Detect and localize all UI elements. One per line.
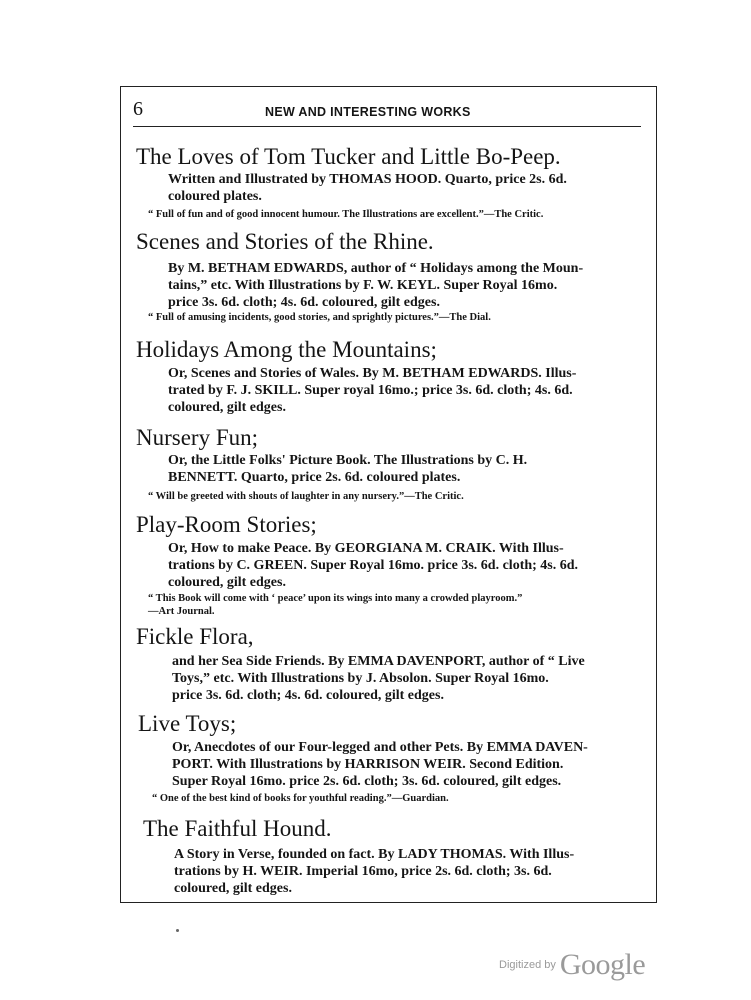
entry-description: [168, 260, 640, 311]
quote-line: —Art Journal.: [148, 606, 215, 617]
description-line: Or, the Little Folks' Picture Book. The Illustrations by C. H.: [168, 453, 528, 468]
watermark-prefix: Digitized by: [499, 959, 556, 971]
quote-line: “ This Book will come with ‘ peace’ upon its wings into many a crowded playroom.”: [148, 593, 523, 604]
entry-description: [168, 452, 640, 486]
entry-title: Nursery Fun;: [136, 425, 259, 450]
entry-description: [168, 365, 640, 416]
digitized-watermark: [499, 948, 645, 982]
entry-description: [172, 653, 640, 704]
review-quote: [148, 208, 543, 221]
page-header: [133, 98, 643, 124]
review-quote: [148, 490, 464, 503]
google-logo: Google: [559, 948, 646, 981]
entry-title: The Faithful Hound.: [143, 816, 332, 841]
description-line: BENNETT. Quarto, price 2s. 6d. coloured plates.: [168, 470, 461, 485]
entry-description: [168, 540, 640, 591]
description-line: Or, Anecdotes of our Four-legged and other Pets. By EMMA DAVEN-: [172, 740, 588, 755]
description-line: coloured, gilt edges.: [168, 400, 286, 415]
entry-description: [174, 846, 642, 897]
description-line: By M. BETHAM EDWARDS, author of “ Holidays among the Moun-: [168, 261, 584, 276]
entry-title: Live Toys;: [138, 711, 237, 736]
description-line: trated by F. J. SKILL. Super royal 16mo.; price 3s. 6d. cloth; 4s. 6d.: [168, 383, 573, 398]
description-line: tains,” etc. With Illustrations by F. W. KEYL. Super Royal 16mo.: [168, 278, 558, 293]
quote-line: “ One of the best kind of books for youthful reading.”—Guardian.: [152, 793, 449, 804]
review-quote: [152, 792, 449, 805]
description-line: A Story in Verse, founded on fact. By LADY THOMAS. With Illus-: [174, 847, 575, 862]
entry-description: [172, 739, 642, 790]
description-line: price 3s. 6d. cloth; 4s. 6d. coloured, gilt edges.: [172, 688, 444, 703]
description-line: Super Royal 16mo. price 2s. 6d. cloth; 3s. 6d. coloured, gilt edges.: [172, 774, 562, 789]
review-quote: [148, 311, 491, 324]
description-line: coloured plates.: [168, 189, 262, 204]
entry-title: Scenes and Stories of the Rhine.: [136, 229, 434, 254]
quote-line: “ Will be greeted with shouts of laughter in any nursery.”—The Critic.: [148, 491, 464, 502]
description-line: trations by C. GREEN. Super Royal 16mo. price 3s. 6d. cloth; 4s. 6d.: [168, 558, 579, 573]
description-line: Or, Scenes and Stories of Wales. By M. BETHAM EDWARDS. Illus-: [168, 366, 577, 381]
running-head: NEW AND INTERESTING WORKS: [265, 105, 471, 119]
quote-line: “ Full of amusing incidents, good stories, and sprightly pictures.”—The Dial.: [148, 312, 491, 323]
description-line: Or, How to make Peace. By GEORGIANA M. CRAIK. With Illus-: [168, 541, 564, 556]
entry-title: The Loves of Tom Tucker and Little Bo-Peep.: [136, 144, 561, 169]
quote-line: “ Full of fun and of good innocent humour. The Illustrations are excellent.”—The Critic.: [148, 209, 544, 220]
description-line: Toys,” etc. With Illustrations by J. Absolon. Super Royal 16mo.: [172, 671, 549, 686]
description-line: coloured, gilt edges.: [168, 575, 286, 590]
entry-title: Holidays Among the Mountains;: [136, 337, 437, 362]
entry-title: Play-Room Stories;: [136, 512, 317, 537]
entry-description: [168, 171, 640, 205]
description-line: and her Sea Side Friends. By EMMA DAVENPORT, author of “ Live: [172, 654, 585, 669]
description-line: trations by H. WEIR. Imperial 16mo, price 2s. 6d. cloth; 3s. 6d.: [174, 864, 552, 879]
review-quote: [148, 592, 522, 618]
description-line: Written and Illustrated by THOMAS HOOD. Quarto, price 2s. 6d.: [168, 172, 567, 187]
page-number: 6: [133, 98, 143, 120]
description-line: price 3s. 6d. cloth; 4s. 6d. coloured, gilt edges.: [168, 295, 440, 310]
description-line: coloured, gilt edges.: [174, 881, 292, 896]
header-rule: [133, 126, 641, 127]
entry-title: Fickle Flora,: [136, 624, 254, 649]
ink-speck: [176, 929, 179, 932]
description-line: PORT. With Illustrations by HARRISON WEIR. Second Edition.: [172, 757, 564, 772]
